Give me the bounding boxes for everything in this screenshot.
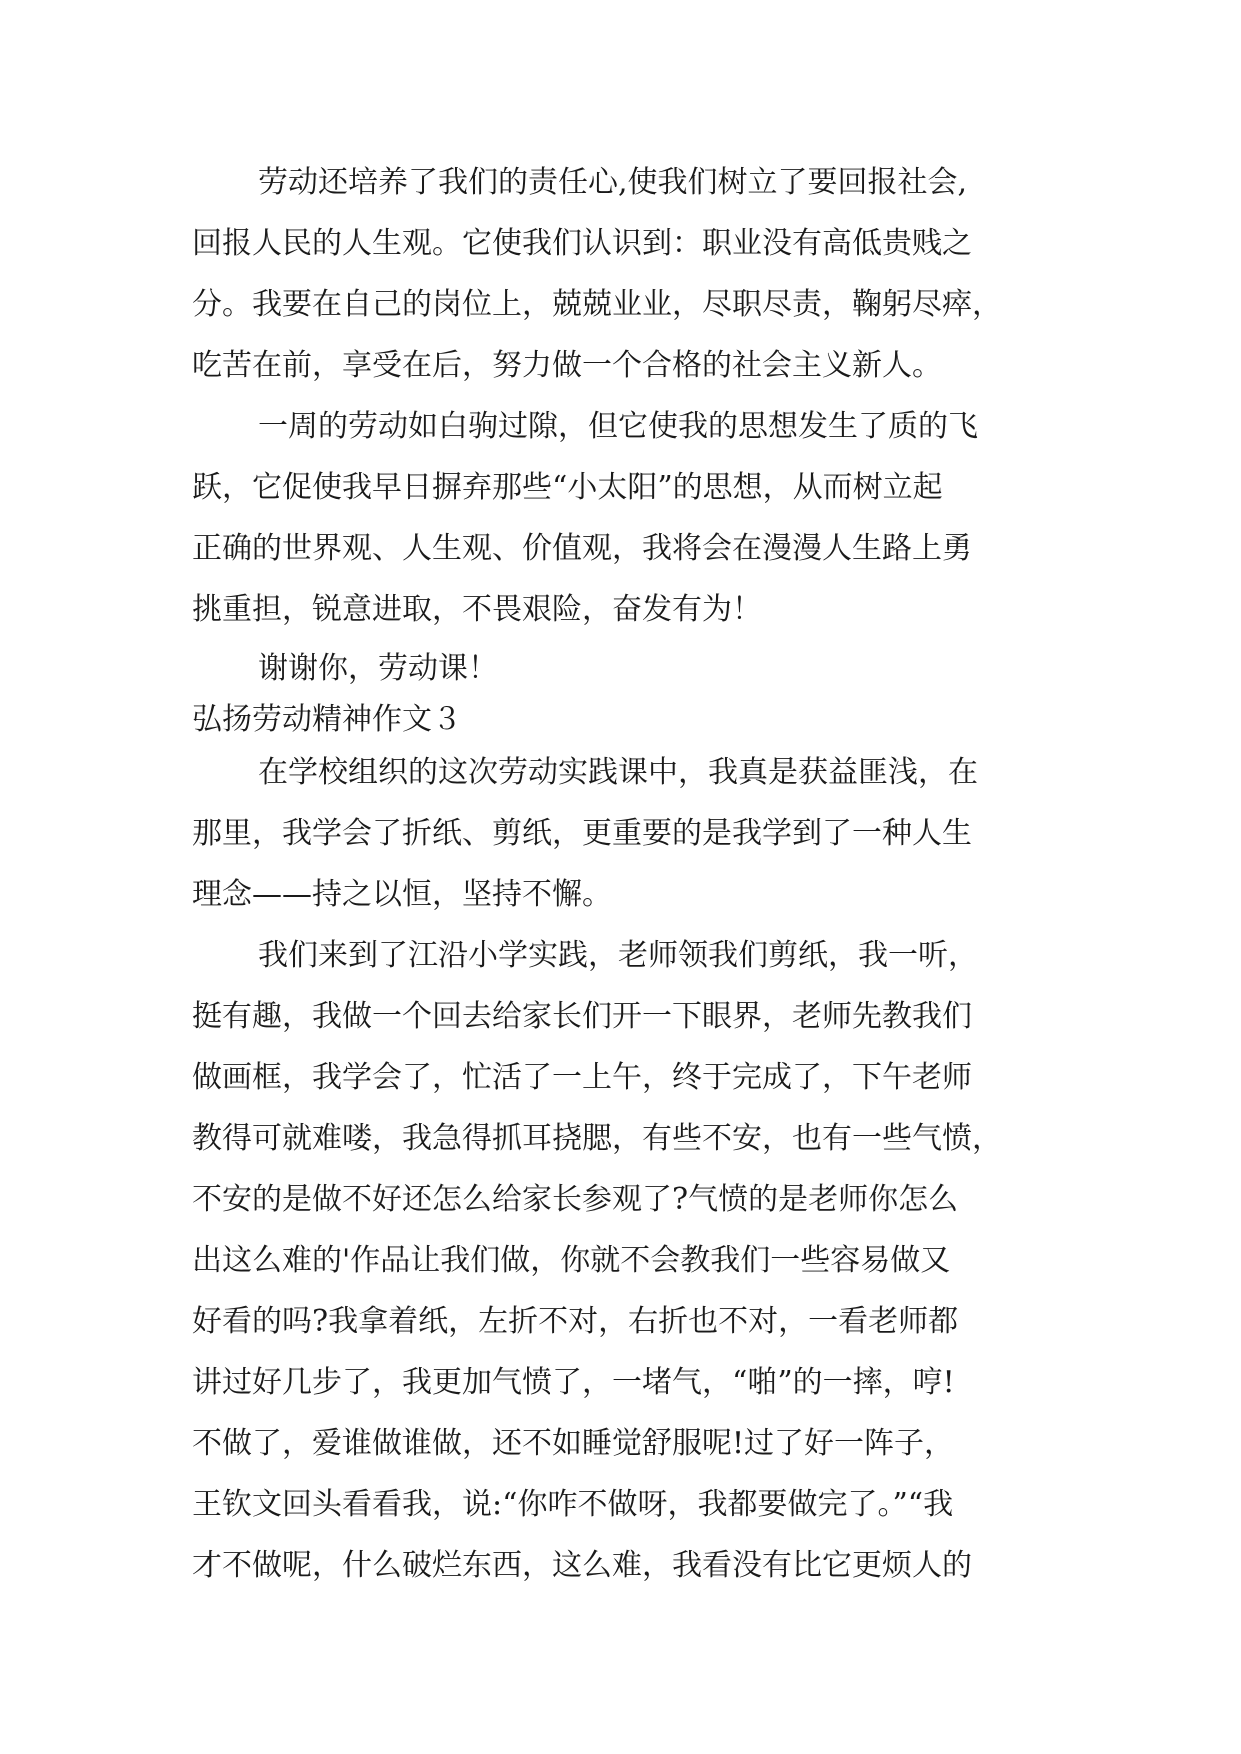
paragraph <box>192 934 1092 1605</box>
paragraph-line: 好看的吗?我拿着纸，左折不对，右折也不对，一看老师都 <box>192 1304 959 1339</box>
paragraph <box>192 405 1092 649</box>
paragraph-line: 正确的世界观、人生观、价值观，我将会在漫漫人生路上勇 <box>192 531 972 566</box>
paragraph-line: 挑重担，锐意进取，不畏艰险，奋发有为！ <box>192 592 762 627</box>
paragraph-line: 讲过好几步了，我更加气愤了，一堵气，“啪”的一摔，哼! <box>192 1365 955 1400</box>
document-body <box>192 161 1092 1605</box>
paragraph-line: 挺有趣，我做一个回去给家长们开一下眼界，老师先教我们 <box>192 999 972 1034</box>
paragraph-line: 出这么难的'作品让我们做，你就不会教我们一些容易做又 <box>192 1243 951 1278</box>
paragraph-line: 不安的是做不好还怎么给家长参观了?气愤的是老师你怎么 <box>192 1182 959 1217</box>
paragraph-line: 吃苦在前，享受在后，努力做一个合格的社会主义新人。 <box>192 348 942 383</box>
paragraph <box>192 751 1092 934</box>
paragraph-line: 分。我要在自己的岗位上，兢兢业业，尽职尽责，鞠躬尽瘁， <box>192 287 1002 322</box>
paragraph-line: 才不做呢，什么破烂东西，这么难，我看没有比它更烦人的 <box>192 1548 972 1583</box>
paragraph-line: 理念——持之以恒，坚持不懈。 <box>192 877 612 912</box>
paragraph-line: 我们来到了江沿小学实践，老师领我们剪纸，我一听， <box>258 938 978 973</box>
paragraph-line: 劳动还培养了我们的责任心,使我们树立了要回报社会, <box>258 165 968 200</box>
section-heading: 弘扬劳动精神作文３ <box>192 702 462 737</box>
paragraph-line: 不做了，爱谁做谁做，还不如睡觉舒服呢!过了好一阵子， <box>192 1426 955 1461</box>
paragraph-line: 谢谢你，劳动课！ <box>258 651 498 686</box>
paragraph-line: 回报人民的人生观。它使我们认识到：职业没有高低贵贱之 <box>192 226 972 261</box>
paragraph-line: 跃，它促使我早日摒弃那些“小太阳”的思想，从而树立起 <box>192 470 943 505</box>
paragraph-line: 一周的劳动如白驹过隙，但它使我的思想发生了质的飞 <box>258 409 978 444</box>
paragraph <box>192 161 1092 405</box>
paragraph-line: 在学校组织的这次劳动实践课中，我真是获益匪浅，在 <box>258 755 978 790</box>
paragraph <box>192 649 1092 700</box>
paragraph-line: 那里，我学会了折纸、剪纸，更重要的是我学到了一种人生 <box>192 816 972 851</box>
paragraph-line: 做画框，我学会了，忙活了一上午，终于完成了，下午老师 <box>192 1060 972 1095</box>
paragraph-line: 教得可就难喽，我急得抓耳挠腮，有些不安，也有一些气愤， <box>192 1121 1002 1156</box>
paragraph-line: 王钦文回头看看我，说:“你咋不做呀，我都要做完了。”“我 <box>192 1487 954 1522</box>
